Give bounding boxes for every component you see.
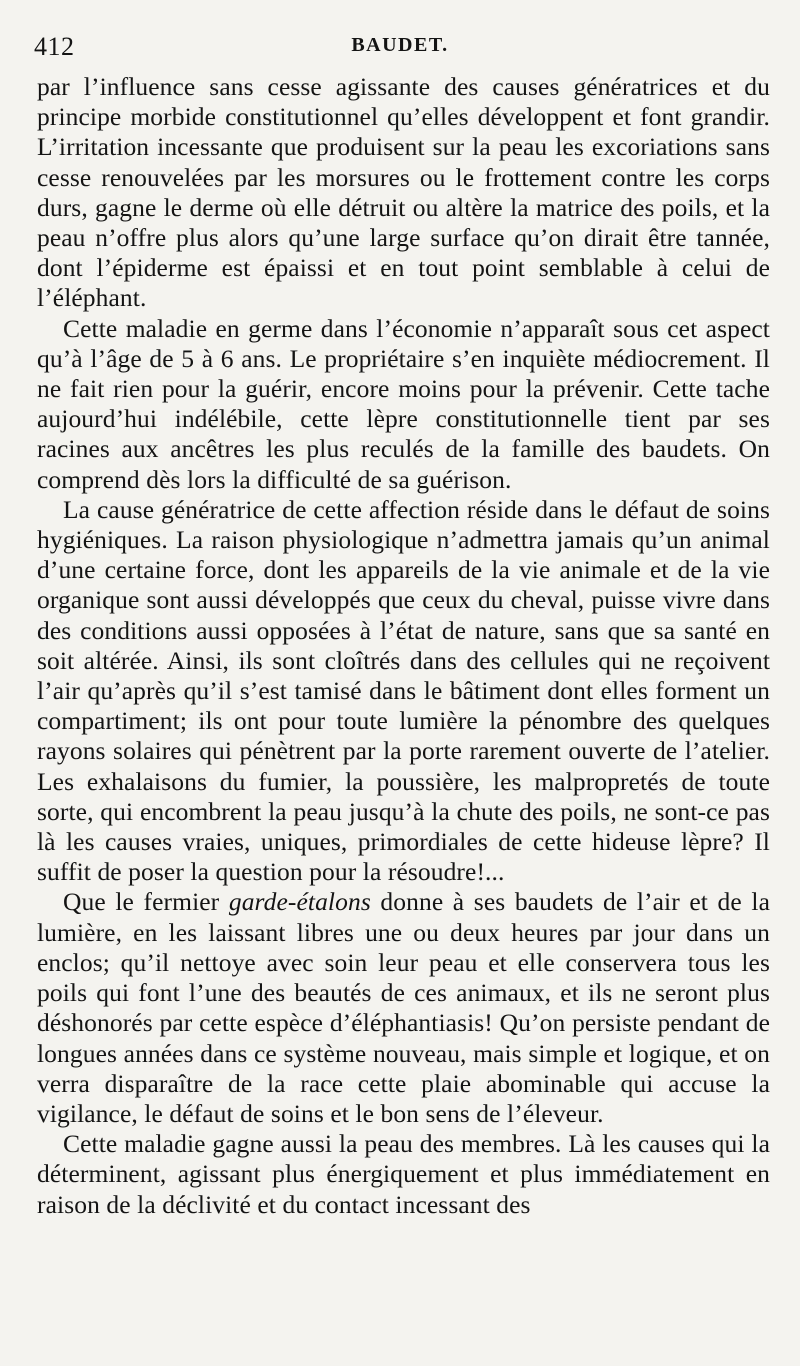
running-title: BAUDET. [351,34,449,56]
remedy-text-start: Que le fermier [63,887,229,917]
page-number: 412 [34,32,75,61]
paragraph-remedy [37,887,770,1129]
text-body [37,72,770,1220]
remedy-text-end: donne à ses baudets de l’air et de la lumière, en les laissant libres une ou deux heures par jour dans un enclos; qu’il nettoye avec soin leur peau et elle conservera tous les poils qui font l’une des beautés de ces animaux, et ils ne seront plus déshonorés par cette espèce d’éléphantiasis! Qu’on persiste pendant de longues années dans ce système nouveau, mais simple et logique, et on verra disparaître de la race cette plaie abominable qui accuse la vigilance, le défaut de soins et le bon sens de l’éleveur. [37,887,770,1128]
remedy-italic-term: garde-étalons [228,887,371,917]
paragraph-limbs: Cette maladie gagne aussi la peau des membres. Là les causes qui la déterminent, agissant plus énergiquement et plus immédiatement en raison de la déclivité et du contact incessant des [37,1129,770,1219]
paragraph-disease-onset: Cette maladie en germe dans l’économie n’apparaît sous cet aspect qu’à l’âge de 5 à 6 ans. Le propriétaire s’en inquiète médiocrement. Il ne fait rien pour la guérir, encore moins pour la prévenir. Cette tache aujourd’hui indélébile, cette lèpre constitutionnelle tient par ses racines aux ancêtres les plus reculés de la famille des baudets. On comprend dès lors la difficulté de sa guérison. [37,313,770,494]
paragraph-continuation: par l’influence sans cesse agissante des causes génératrices et du principe morbide constitutionnel qu’elles développent et font grandir. L’irritation incessante que produisent sur la peau les excoriations sans cesse renouvelées par les morsures ou le frottement contre les corps durs, gagne le derme où elle détruit ou altère la matrice des poils, et la peau n’offre plus alors qu’une large surface qu’on dirait être tannée, dont l’épiderme est épaissi et en tout point semblable à celui de l’éléphant. [37,72,770,313]
running-head [34,32,766,62]
paragraph-cause: La cause génératrice de cette affection réside dans le défaut de soins hygiéniques. La raison physiologique n’admettra jamais qu’un animal d’une certaine force, dont les appareils de la vie animale et de la vie organique sont aussi développés que ceux du cheval, puisse vivre dans des conditions aussi opposées à l’état de nature, sans que sa santé en soit altérée. Ainsi, ils sont cloîtrés dans des cellules qui ne reçoivent l’air qu’après qu’il s’est tamisé dans le bâtiment dont elles forment un compartiment; ils ont pour toute lumière la pénombre des quelques rayons solaires qui pénètrent par la porte rarement ouverte de l’atelier. Les exhalaisons du fumier, la poussière, les malpropretés de toute sorte, qui encombrent la peau jusqu’à la chute des poils, ne sont-ce pas là les causes vraies, uniques, primordiales de cette hideuse lèpre? Il suffit de poser la question pour la résoudre!... [37,494,770,887]
